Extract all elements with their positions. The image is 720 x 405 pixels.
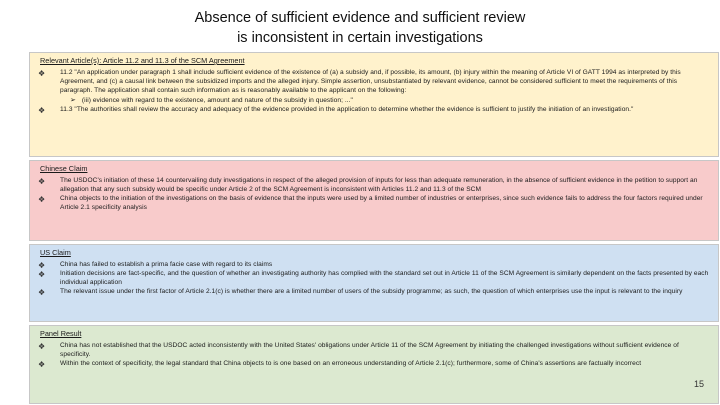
list-item <box>38 288 710 297</box>
list-item <box>38 360 710 369</box>
sub-item <box>60 96 710 106</box>
diamond-bullet-icon: ❖ <box>38 359 46 369</box>
diamond-bullet-icon: ❖ <box>38 105 46 115</box>
panel-result-heading: Panel Result <box>40 329 82 338</box>
list-item <box>38 106 710 115</box>
diamond-bullet-icon: ❖ <box>38 194 46 204</box>
diamond-bullet-icon: ❖ <box>38 261 46 270</box>
title-line-2: is inconsistent in certain investigations <box>237 30 483 46</box>
list-item-text: Within the context of specificity, the legal standard that China objects to is one based on an erroneous understanding of Article 2.1(c); furthermore, some of China's assertions are factually incorrect <box>60 359 642 367</box>
us-claim-panel <box>29 244 719 322</box>
list-item <box>38 270 710 288</box>
chinese-claim-heading: Chinese Claim <box>40 164 88 173</box>
list-item-text: The relevant issue under the first factor of Article 2.1(c) is whether there are a limited number of users of the subsidy programme; as such, the question of which enterprises use the input is relevant to the inquiry <box>60 287 683 295</box>
list-item-text: Initiation decisions are fact-specific, and the question of whether an investigating authority has complied with the standard set out in Article 11 of the SCM Agreement is similarly dependent on the facts presented by each individual application <box>60 269 709 286</box>
diamond-bullet-icon: ❖ <box>38 287 46 297</box>
list-item-text: China has failed to establish a prima facie case with regard to its claims <box>60 261 273 268</box>
chinese-claim-panel <box>29 160 719 241</box>
list-item <box>38 195 710 213</box>
slide-title <box>0 8 720 48</box>
list-item <box>38 69 710 106</box>
arrow-bullet-icon: ➢ <box>70 95 76 104</box>
article-11-3-text: 11.3 "The authorities shall review the accuracy and adequacy of the evidence provided in the application to determine whether the evidence is sufficient to justify the initiation of an investigation." <box>60 105 634 113</box>
relevant-articles-heading: Relevant Article(s): Article 11.2 and 11.3 of the SCM Agreement <box>40 56 245 65</box>
diamond-bullet-icon: ❖ <box>38 69 46 78</box>
panel-result-panel <box>29 325 719 404</box>
list-item-text: China objects to the initiation of the investigations on the basis of evidence that the inputs were used by a limited number of industries or enterprises, since such evidence fails to address the four factors required under Article 2.1 specificity analysis <box>60 194 703 211</box>
diamond-bullet-icon: ❖ <box>38 177 46 186</box>
list-item-text: The USDOC's initiation of these 14 countervailing duty investigations in respect of the alleged provision of inputs for less than adequate remuneration, in the absence of sufficient evidence in the petition to support an allegation that any such subsidy would be specific under Article 2 of the SCM Agreement is inconsistent with Articles 11.2 and 11.3 of the SCM <box>60 177 698 193</box>
list-item <box>38 261 710 270</box>
diamond-bullet-icon: ❖ <box>38 342 46 351</box>
list-item <box>38 177 710 195</box>
page-number: 15 <box>693 379 704 389</box>
title-line-1: Absence of sufficient evidence and sufficient review <box>194 10 526 26</box>
us-claim-heading: US Claim <box>40 248 71 257</box>
list-item-text: China has not established that the USDOC acted inconsistently with the United States' obligations under Article 11 of the SCM Agreement by initiating the challenged investigations without sufficient evidence of specificity. <box>60 342 679 358</box>
diamond-bullet-icon: ❖ <box>38 269 46 279</box>
article-11-2-text: 11.2 "An application under paragraph 1 shall include sufficient evidence of the existence of (a) a subsidy and, if possible, its amount, (b) injury within the meaning of Article VI of GATT 1994 as interpreted by this Agreement, and (c) a causal link between the subsidized imports and the alleged injury. Simple assertion, unsubstantiated by relevant evidence, cannot be considered sufficient to meet the requirements of this paragraph. The application shall contain such information as is reasonably available to the applicant on the following: <box>60 69 681 94</box>
sub-item-text: (iii) evidence with regard to the existence, amount and nature of the subsidy in question; ..." <box>81 96 353 104</box>
list-item <box>38 342 710 360</box>
relevant-articles-panel <box>29 52 719 157</box>
